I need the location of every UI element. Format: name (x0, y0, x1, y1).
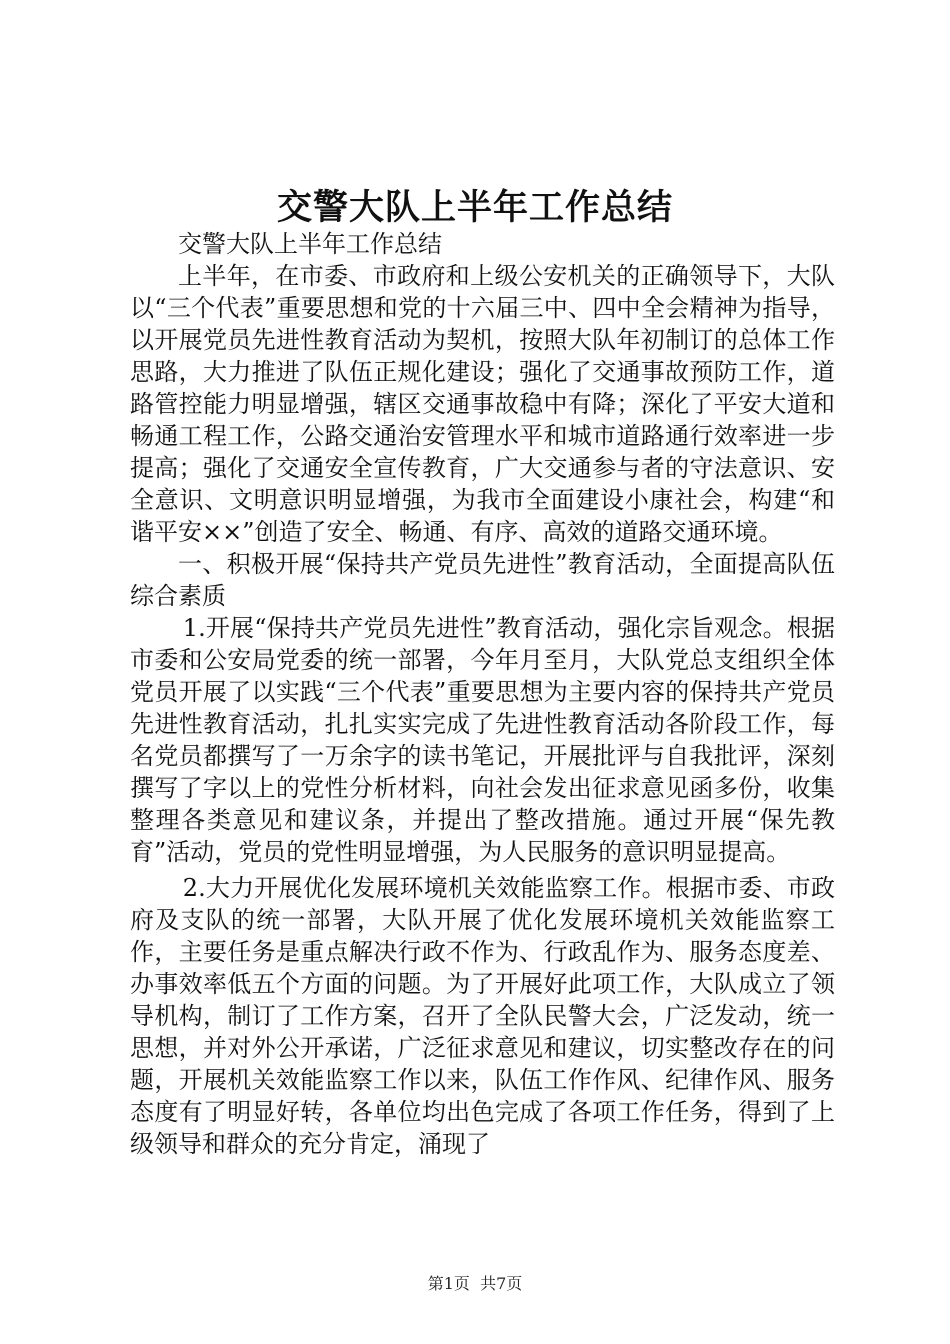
list-item-paragraph: 1.开展“保持共产党员先进性”教育活动，强化宗旨观念。根据市委和公安局党委的统一部署，今年月至月，大队党总支组织全体党员开展了以实践“三个代表”重要思想为主要内容的保持共产党员先进性教育活动，扎扎实实完成了先进性教育活动各阶段工作，每名党员都撰写了一万余字的读书笔记，开展批评与自我批评，深刻撰写了字以上的党性分析材料，向社会发出征求意见函多份，收集整理各类意见和建议条，并提出了整改措施。通过开展“保先教育”活动，党员的党性明显增强，为人民服务的意识明显提高。 (130, 614, 835, 866)
document-body (130, 228, 835, 1160)
page-number-label: 第1页 共7页 (427, 1274, 523, 1293)
section-heading: 一、积极开展“保持共产党员先进性”教育活动，全面提高队伍综合素质 (130, 550, 835, 610)
intro-paragraph: 上半年，在市委、市政府和上级公安机关的正确领导下，大队以“三个代表”重要思想和党的十六届三中、四中全会精神为指导，以开展党员先进性教育活动为契机，按照大队年初制订的总体工作思路，大力推进了队伍正规化建设；强化了交通事故预防工作，道路管控能力明显增强，辖区交通事故稳中有降；深化了平安大道和畅通工程工作，公路交通治安管理水平和城市道路通行效率进一步提高；强化了交通安全宣传教育，广大交通参与者的守法意识、安全意识、文明意识明显增强，为我市全面建设小康社会，构建“和谐平安××”创造了安全、畅通、有序、高效的道路交通环境。 (130, 262, 835, 546)
page-footer (0, 1273, 950, 1295)
document-title: 交警大队上半年工作总结 (276, 187, 673, 228)
list-item-paragraph: 2.大力开展优化发展环境机关效能监察工作。根据市委、市政府及支队的统一部署，大队开展了优化发展环境机关效能监察工作，主要任务是重点解决行政不作为、行政乱作为、服务态度差、办事效率低五个方面的问题。为了开展好此项工作，大队成立了领导机构，制订了工作方案，召开了全队民警大会，广泛发动，统一思想，并对外公开承诺，广泛征求意见和建议，切实整改存在的问题，开展机关效能监察工作以来，队伍工作作风、纪律作风、服务态度有了明显好转，各单位均出色完成了各项工作任务，得到了上级领导和群众的充分肯定，涌现了 (130, 874, 835, 1158)
subtitle-paragraph: 交警大队上半年工作总结 (178, 230, 442, 258)
